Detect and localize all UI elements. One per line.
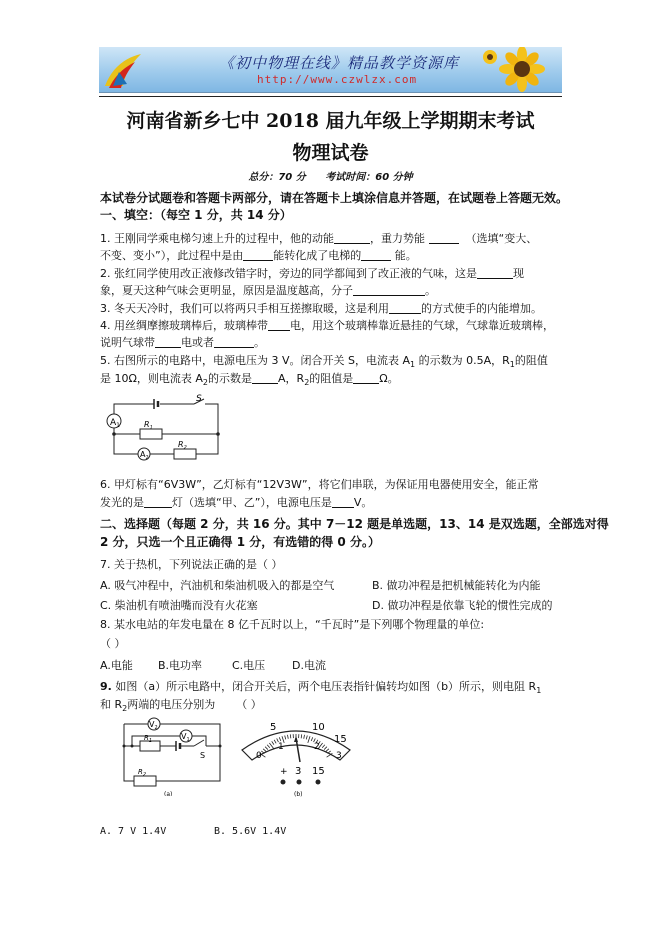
resistor-r1-label: $R_1$ <box>144 734 153 744</box>
ammeter-a1-label: $A_1$ <box>110 418 120 429</box>
dial-tick <box>285 735 286 739</box>
question-9-line1: 9. 如图（a）所示电路中，闭合开关后，两个电压表指针偏转均如图（b）所示，则电阻 $R_1$ <box>100 680 542 696</box>
dial-tick <box>272 741 274 744</box>
dial-tick <box>265 747 268 750</box>
dial-tick <box>308 736 310 743</box>
q7-option-b[interactable]: B. 做功冲程是把机械能转化为内能 <box>372 579 541 592</box>
answer-blank[interactable] <box>252 372 278 384</box>
dial-bottom-2: 2 <box>314 742 320 752</box>
banner-url[interactable]: http://www.czwlzx.com <box>257 73 418 86</box>
question-1-line2: 不变、变小”），此过程中是由 能转化成了电梯的 能。 <box>100 249 417 262</box>
dial-tick <box>287 735 288 739</box>
dial-tick <box>301 734 302 738</box>
exam-title: 河南省新乡七中 2018 届九年级上学期期末考试 <box>126 110 535 132</box>
answer-blank[interactable] <box>268 319 290 331</box>
resistor-r2-label: $R_2$ <box>138 768 147 778</box>
switch-label: S <box>200 751 206 760</box>
total-score: 总分：70 分 <box>248 172 306 183</box>
ammeter-a2-label: $A_2$ <box>140 450 149 461</box>
question-6-line1: 6. 甲灯标有“6V3W”，乙灯标有“12V3W”，将它们串联，为保证用电器使用安全，能正常 <box>100 478 539 491</box>
figure-b-caption: (b) <box>294 791 303 798</box>
answer-blank[interactable] <box>353 372 379 384</box>
question-8-stem: 8. 某水电站的年发电量在 8 亿千瓦时以上，“千瓦时”是下列哪个物理量的单位: <box>100 618 485 631</box>
header-rule <box>99 96 562 97</box>
exam-time: 考试时间：60 分钟 <box>325 172 413 183</box>
answer-blank[interactable] <box>334 232 370 244</box>
question-5-line2: 是 10Ω，则电流表 $A_2$的示数是 A，$R_2$的阻值是 Ω。 <box>100 372 399 388</box>
dial-tick <box>263 749 266 752</box>
dial-top-15: 15 <box>334 734 347 745</box>
answer-blank[interactable] <box>389 302 421 314</box>
q7-option-a[interactable]: A. 吸气冲程中，汽油机和柴油机吸入的都是空气 <box>100 579 335 592</box>
question-2-line1: 2. 张红同学使用改正液修改错字时，旁边的同学都闻到了改正液的气味，这是 现 <box>100 267 524 280</box>
circuit-diagram-q5 <box>100 394 225 466</box>
q8-option-a[interactable]: A.电能 <box>100 659 133 672</box>
answer-blank[interactable] <box>144 496 172 508</box>
dial-tick <box>279 737 281 741</box>
header-banner <box>99 47 562 93</box>
q8-option-b[interactable]: B.电功率 <box>158 659 203 672</box>
resistor-r2-label: $R_2$ <box>178 440 187 451</box>
exam-meta <box>0 168 661 183</box>
answer-blank[interactable] <box>429 232 459 244</box>
dial-tick <box>290 734 291 738</box>
question-4-line2: 说明气球带 电或者 。 <box>100 336 265 349</box>
terminal-3: 3 <box>295 766 302 777</box>
dial-tick <box>311 737 313 741</box>
dial-bottom-1: 1 <box>278 742 284 752</box>
answer-blank[interactable] <box>155 336 181 348</box>
dial-tick <box>326 749 329 752</box>
resistor-r1-label: $R_1$ <box>144 420 153 431</box>
q9-option-b[interactable]: B. 5.6V 1.4V <box>214 826 287 837</box>
question-6-line2: 发光的是 灯（选填“甲、乙”），电源电压是 V。 <box>100 496 373 509</box>
section2-heading-line2: 2 分，只选一个且正确得 1 分，有选错的得 0 分。） <box>100 535 380 549</box>
terminal-plus: + <box>280 767 288 777</box>
switch-label: S <box>196 394 202 404</box>
dial-tick <box>267 745 270 748</box>
terminal-15: 15 <box>312 766 325 777</box>
dial-tick <box>274 740 276 743</box>
question-8-paren: （ ） <box>100 637 126 650</box>
figure-a-caption: (a) <box>164 791 173 796</box>
answer-blank[interactable] <box>477 267 513 279</box>
sunflower-icon <box>480 47 560 92</box>
voltmeter-v2-label: $V_2$ <box>149 720 158 731</box>
terminal-post[interactable] <box>316 780 321 785</box>
dial-bottom-0: 0 <box>256 751 262 761</box>
section1-heading: 一、填空：（每空 1 分，共 14 分） <box>100 208 292 222</box>
q8-option-d[interactable]: D.电流 <box>292 659 326 672</box>
dial-tick <box>304 735 305 739</box>
question-7-stem: 7. 关于热机，下列说法正确的是（ ） <box>100 558 283 571</box>
dial-tick <box>324 747 327 750</box>
terminal-post[interactable] <box>297 780 302 785</box>
voltmeter-dial-q9b <box>236 716 356 800</box>
question-3: 3. 冬天天冷时，我们可以将两只手相互搓擦取暖，这是利用 的方式使手的内能增加。 <box>100 302 542 315</box>
question-9-line2: 和 $R_2$两端的电压分别为 （ ） <box>100 698 262 714</box>
banner-title: 《初中物理在线》精品教学资源库 <box>218 54 459 72</box>
answer-blank[interactable] <box>353 284 425 296</box>
question-5-line1: 5. 右图所示的电路中，电源电压为 3 V。闭合开关 S，电流表 $A_1$ 的示数为 0.5A，$R_1$的阻值 <box>100 354 548 370</box>
answer-blank[interactable] <box>332 496 354 508</box>
answer-blank[interactable] <box>243 249 273 261</box>
dial-bottom-3: 3 <box>336 751 342 761</box>
terminal-post[interactable] <box>281 780 286 785</box>
answer-blank[interactable] <box>361 249 391 261</box>
site-logo-icon <box>101 50 145 90</box>
voltmeter-v1-label: $V_1$ <box>181 732 190 743</box>
q7-option-c[interactable]: C. 柴油机有喷油嘴而没有火花塞 <box>100 599 258 612</box>
instructions: 本试卷分试题卷和答题卡两部分，请在答题卡上填涂信息并答题，在试题卷上答题无效。 <box>100 191 569 205</box>
question-2-line2: 象，夏天这种气味会更明显，原因是温度越高，分子 。 <box>100 284 436 297</box>
q7-option-d[interactable]: D. 做功冲程是依靠飞轮的惯性完成的 <box>372 599 553 612</box>
q9-option-a[interactable]: A. 7 V 1.4V <box>100 826 167 837</box>
answer-blank[interactable] <box>214 336 254 348</box>
question-1-line1: 1. 王刚同学乘电梯匀速上升的过程中，他的动能 ，重力势能 （选填“变大、 <box>100 232 538 245</box>
dial-top-10: 10 <box>312 722 325 733</box>
circuit-diagram-q9a <box>120 716 230 796</box>
dial-top-5: 5 <box>270 722 277 733</box>
dial-tick <box>306 735 307 739</box>
dial-tick <box>322 745 325 748</box>
q8-option-c[interactable]: C.电压 <box>232 659 266 672</box>
exam-subtitle: 物理试卷 <box>292 142 369 164</box>
question-4-line1: 4. 用丝绸摩擦玻璃棒后，玻璃棒带 电，用这个玻璃棒靠近悬挂的气球，气球靠近玻璃棒， <box>100 319 554 332</box>
section2-heading-line1: 二、选择题（每题 2 分，共 16 分。其中 7－12 题是单选题，13、14 是双选题，全部选对得 <box>100 517 609 531</box>
